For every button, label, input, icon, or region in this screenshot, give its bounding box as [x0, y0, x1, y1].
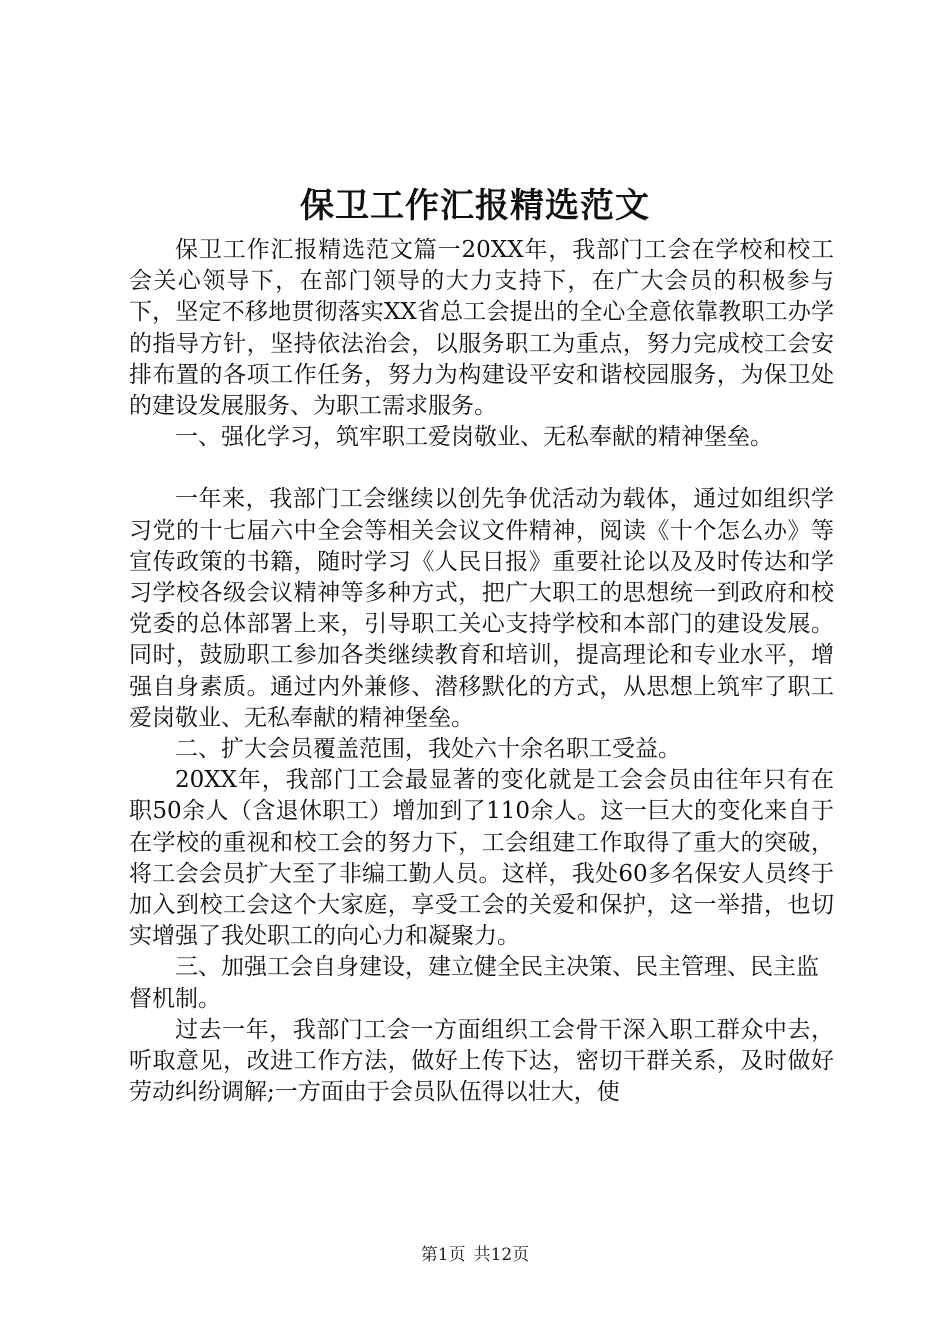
section-heading-2: 二、扩大会员覆盖范围，我处六十余名职工受益。 [175, 736, 681, 763]
paragraph-section-2: 20XX年，我部门工会最显著的变化就是工会会员由往年只有在职50余人（含退休职工）增加到了110余人。这一巨大的变化来自于在学校的重视和校工会的努力下，工会组建工作取得了重大的突破，将工会会员扩大至了非编工勤人员。这样，我处60多名保安人员终于加入到校工会这个大家庭，享受工会的关爱和保护，这一举措，也切实增强了我处职工的向心力和凝聚力。 [129, 767, 834, 950]
page-footer [0, 1243, 950, 1267]
page-total: 共12页 [473, 1245, 530, 1265]
paragraph-section-3: 过去一年，我部门工会一方面组织工会骨干深入职工群众中去，听取意见，改进工作方法，做好上传下达，密切干群关系，及时做好劳动纠纷调解;一方面由于会员队伍得以壮大，使 [129, 1016, 834, 1106]
section-heading-1: 一、强化学习，筑牢职工爱岗敬业、无私奉献的精神堡垒。 [175, 424, 773, 451]
paragraph-section-1: 一年来，我部门工会继续以创先争优活动为载体，通过如组织学习党的十七届六中全会等相关会议文件精神，阅读《十个怎么办》等宣传政策的书籍，随时学习《人民日报》重要社论以及及时传达和学习学校各级会议精神等多种方式，把广大职工的思想统一到政府和校党委的总体部署上来，引导职工关心支持学校和本部门的建设发展。同时，鼓励职工参加各类继续教育和培训，提高理论和专业水平，增强自身素质。通过内外兼修、潜移默化的方式，从思想上筑牢了职工爱岗敬业、无私奉献的精神堡垒。 [129, 486, 834, 731]
page-number: 第1页 [420, 1245, 466, 1265]
document-body [129, 235, 834, 1108]
document-title: 保卫工作汇报精选范文 [300, 186, 650, 226]
section-heading-3: 三、加强工会自身建设，建立健全民主决策、民主管理、民主监督机制。 [129, 954, 819, 1012]
paragraph-intro: 保卫工作汇报精选范文篇一20XX年，我部门工会在学校和校工会关心领导下，在部门领导的大力支持下，在广大会员的积极参与下，坚定不移地贯彻落实XX省总工会提出的全心全意依靠教职工办学的指导方针，坚持依法治会，以服务职工为重点，努力完成校工会安排布置的各项工作任务，努力为构建设平安和谐校园服务，为保卫处的建设发展服务、为职工需求服务。 [129, 237, 834, 420]
